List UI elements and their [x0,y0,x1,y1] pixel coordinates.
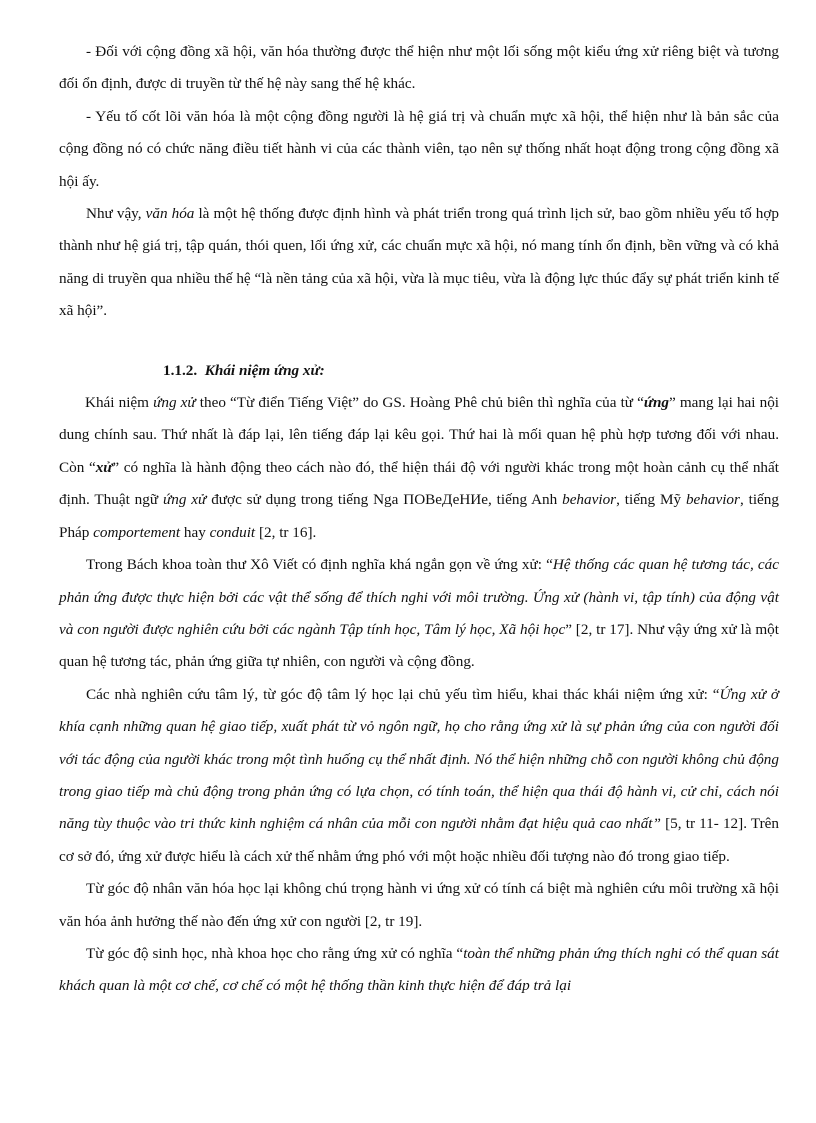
section-number: 1.1.2. [163,361,198,379]
paragraph-4: Khái niệm ứng xử theo “Từ điển Tiếng Việt” do GS. Hoàng Phê chủ biên thì nghĩa của từ “ứng” mang lại hai nội dung chính sau. Thứ nhất là đáp lại, lên tiếng đáp lại kêu gọi. Thứ hai là mối quan hệ phù hợp tương đối với nhau. Còn “xử” có nghĩa là hành động theo cách nào đó, thể hiện thái độ với người khác trong một hoàn cảnh cụ thể nhất định. Thuật ngữ ứng xử được sử dụng trong tiếng Nga ПОВеДеНИе, tiếng Anh behavior, tiếng Mỹ behavior, tiếng Pháp comportement hay conduit [2, tr 16]. [59,394,780,541]
paragraph-8: Từ góc độ sinh học, nhà khoa học cho rằng ứng xử có nghĩa “toàn thể những phản ứng thích nghi có thể quan sát khách quan là một cơ chế, cơ chế có một hệ thống thần kinh thực hiện để đáp trả lại [59,944,779,995]
section-gap [59,328,779,355]
section-heading [59,355,779,387]
paragraph-7: Từ góc độ nhân văn hóa học lại không chú trọng hành vi ứng xử có tính cá biệt mà nghiên cứu môi trường xã hội văn hóa ảnh hưởng thế nào đến ứng xử con người [2, tr 19]. [59,880,779,930]
section-title: Khái niệm ứng xử: [204,361,325,379]
paragraph-2: - Yếu tố cốt lõi văn hóa là một cộng đồng người là hệ giá trị và chuẩn mực xã hội, thể hiện như là bản sắc của cộng đồng nó có chức năng điều tiết hành vi của các thành viên, tạo nên sự thống nhất hoạt động trong cộng đồng xã hội ấy. [59,107,779,190]
document-page [59,36,779,1003]
paragraph-5: Trong Bách khoa toàn thư Xô Viết có định nghĩa khá ngắn gọn về ứng xử: “Hệ thống các quan hệ tương tác, các phản ứng được thực hiện bởi các vật thể sống để thích nghi với môi trường. Ứng xử (hành vi, tập tính) của động vật và con người được nghiên cứu bởi các ngành Tập tính học, Tâm lý học, Xã hội học” [2, tr 17]. Như vậy ứng xử là một quan hệ tương tác, phản ứng giữa tự nhiên, con người và cộng đồng. [59,556,780,671]
paragraph-6: Các nhà nghiên cứu tâm lý, từ góc độ tâm lý học lại chủ yếu tìm hiểu, khai thác khái niệm ứng xử: “Ứng xử ở khía cạnh những quan hệ giao tiếp, xuất phát từ vỏ ngôn ngữ, họ cho rằng ứng xử là sự phản ứng của con người đối với tác động của người khác trong một tình huống cụ thể nhất định. Nó thể hiện những chỗ con người không chủ động trong giao tiếp mà chủ động trong phản ứng có lựa chọn, có tính toán, thể hiện qua thái độ hành vi, cử chỉ, cách nói năng tùy thuộc vào tri thức kinh nghiệm cá nhân của mỗi con người nhằm đạt hiệu quả cao nhất” [5, tr 11- 12]. Trên cơ sở đó, ứng xử được hiểu là cách xử thế nhằm ứng phó với một hoặc nhiều đối tượng nào đó trong giao tiếp. [59,685,780,865]
paragraph-1: - Đối với cộng đồng xã hội, văn hóa thường được thể hiện như một lối sống một kiểu ứng xử riêng biệt và tương đối ổn định, được di truyền từ thế hệ này sang thế hệ khác. [59,43,779,93]
paragraph-3: Như vậy, văn hóa là một hệ thống được định hình và phát triển trong quá trình lịch sử, bao gồm nhiều yếu tố hợp thành như hệ giá trị, tập quán, thói quen, lối ứng xử, các chuẩn mực xã hội, nó mang tính ổn định, bền vững và có khả năng di truyền qua nhiều thế hệ “là nền tảng của xã hội, vừa là mục tiêu, vừa là động lực thúc đẩy sự phát triển kinh tế xã hội”. [59,205,779,320]
